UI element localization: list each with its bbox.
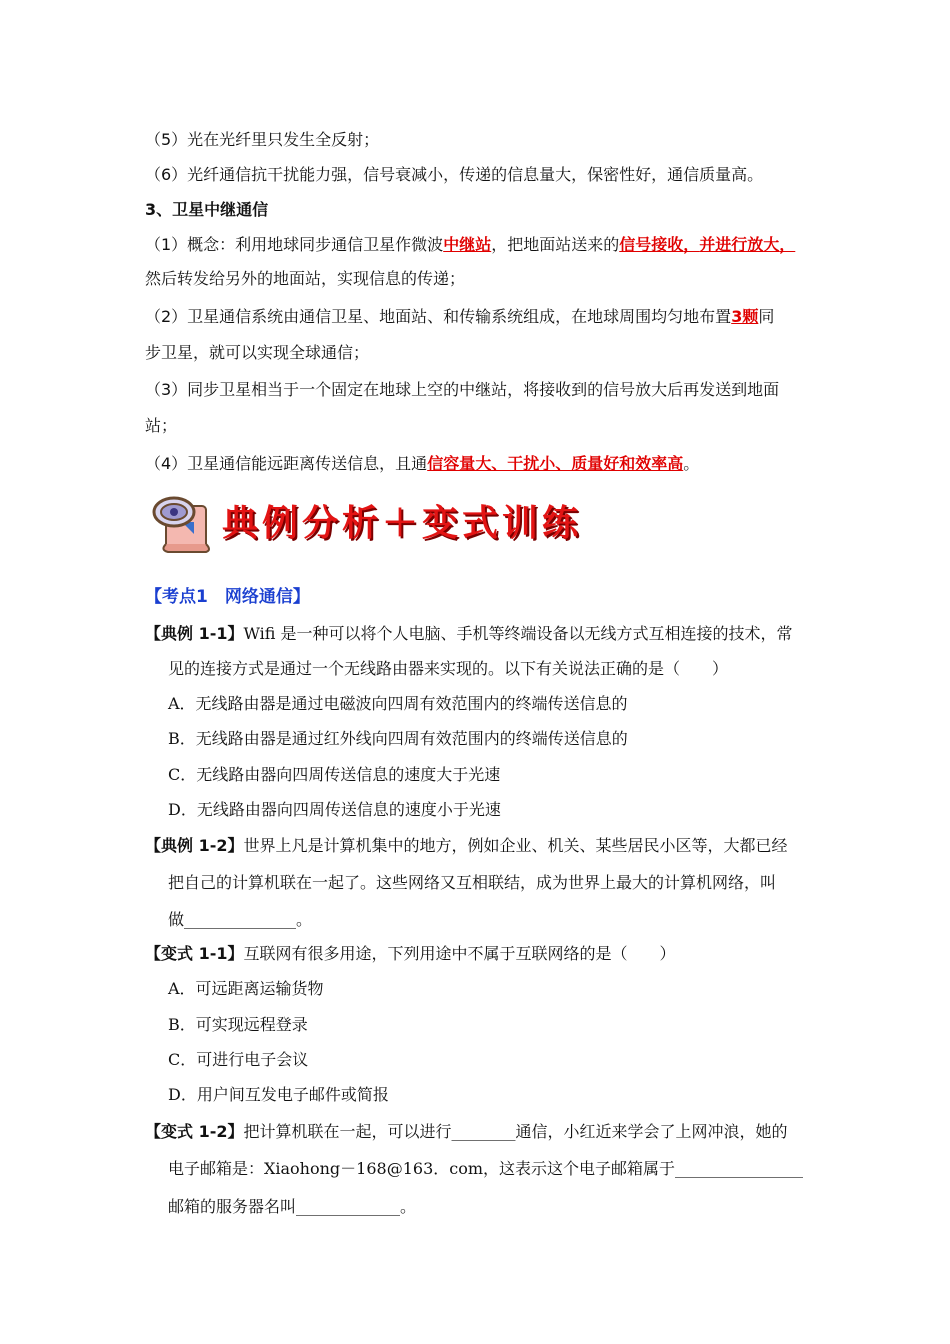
satellite-item-1-cont: 然后转发给另外的地面站，实现信息的传递； xyxy=(145,269,466,288)
text-segment: 。 xyxy=(683,454,700,473)
variant-1-1-option-a: A．可远距离运输货物 xyxy=(168,979,324,998)
variant-1-1-option-b: B．可实现远程登录 xyxy=(168,1015,308,1034)
text-segment: Wifi 是一种可以将个人电脑、手机等终端设备以无线方式互相连接的技术，常 xyxy=(243,624,793,643)
text-segment: 世界上凡是计算机集中的地方，例如企业、机关、某些居民小区等，大都已经 xyxy=(243,836,788,855)
text-segment: （2）卫星通信系统由通信卫星、地面站、和传输系统组成，在地球周围均匀地布置 xyxy=(145,307,732,326)
variant-1-2-line-3: 邮箱的服务器名叫_____________。 xyxy=(168,1197,417,1216)
text-segment: 把计算机联在一起，可以进行________通信，小红近来学会了上网冲浪，她的 xyxy=(243,1122,788,1141)
example-1-2-line-3: 做______________。 xyxy=(168,910,313,929)
variant-1-1-option-c: C．可进行电子会议 xyxy=(168,1050,309,1069)
variant-1-1-line-1 xyxy=(145,942,825,966)
text-segment: ， xyxy=(683,235,700,254)
fiber-item-6: （6）光纤通信抗干扰能力强，信号衰减小，传递的信息量大，保密性好，通信质量高。 xyxy=(145,165,764,184)
example-1-1-option-c: C．无线路由器向四周传送信息的速度大于光速 xyxy=(168,765,501,784)
text-segment: ，把地面站送来的 xyxy=(491,235,620,254)
example-1-2-line-1 xyxy=(145,834,825,858)
example-1-2-line-2: 把自己的计算机联在一起了。这些网络又互相联结，成为世界上最大的计算机网络，叫 xyxy=(168,873,777,892)
keyword-signal-receive: 信号接收 xyxy=(619,235,684,254)
magnifier-scroll-icon xyxy=(154,498,209,552)
satellite-item-2 xyxy=(145,305,825,329)
variant-tag: 【变式 1-1】 xyxy=(145,944,244,963)
variant-tag: 【变式 1-2】 xyxy=(145,1122,244,1141)
satellite-item-2-cont: 步卫星，就可以实现全球通信； xyxy=(145,343,370,362)
fiber-item-5: （5）光在光纤里只发生全反射； xyxy=(145,130,380,149)
example-1-1-option-a: A．无线路由器是通过电磁波向四周有效范围内的终端传送信息的 xyxy=(168,694,628,713)
text-segment: 互联网有很多用途，下列用途中不属于互联网络的是（ ） xyxy=(243,944,676,963)
keyword-advantages: 信容量大、干扰小、质量好和效率高 xyxy=(427,454,684,473)
text-segment: （1）概念：利用地球同步通信卫星作微波 xyxy=(145,235,444,254)
satellite-heading: 3、卫星中继通信 xyxy=(145,200,269,219)
satellite-item-3: （3）同步卫星相当于一个固定在地球上空的中继站，将接收到的信号放大后再发送到地面 xyxy=(145,380,780,399)
example-1-1-line-1 xyxy=(145,622,825,646)
variant-1-2-line-2: 电子邮箱是：Xiaohong－168@163．com，这表示这个电子邮箱属于________________ xyxy=(168,1159,804,1178)
example-1-1-line-2: 见的连接方式是通过一个无线路由器来实现的。以下有关说法正确的是（ ） xyxy=(168,659,729,678)
example-tag: 【典例 1-2】 xyxy=(145,836,244,855)
satellite-item-3-cont: 站； xyxy=(145,416,178,435)
text-segment: ， xyxy=(779,235,796,254)
keyword-three: 3颗 xyxy=(731,307,759,326)
banner-title: 典例分析＋变式训练 xyxy=(222,502,583,544)
example-1-1-option-d: D．无线路由器向四周传送信息的速度小于光速 xyxy=(168,800,501,819)
variant-1-1-option-d: D．用户间互发电子邮件或简报 xyxy=(168,1085,389,1104)
satellite-item-4 xyxy=(145,452,825,476)
text-segment: （4）卫星通信能远距离传送信息，且通 xyxy=(145,454,428,473)
keyword-relay-station: 中继站 xyxy=(443,235,492,254)
variant-1-2-line-1 xyxy=(145,1120,825,1144)
kaodian-heading: 【考点1 网络通信】 xyxy=(145,587,310,607)
text-segment: 同 xyxy=(758,307,775,326)
example-1-1-option-b: B．无线路由器是通过红外线向四周有效范围内的终端传送信息的 xyxy=(168,729,628,748)
satellite-item-1 xyxy=(145,233,825,257)
keyword-amplify: 并进行放大 xyxy=(699,235,780,254)
example-tag: 【典例 1-1】 xyxy=(145,624,244,643)
